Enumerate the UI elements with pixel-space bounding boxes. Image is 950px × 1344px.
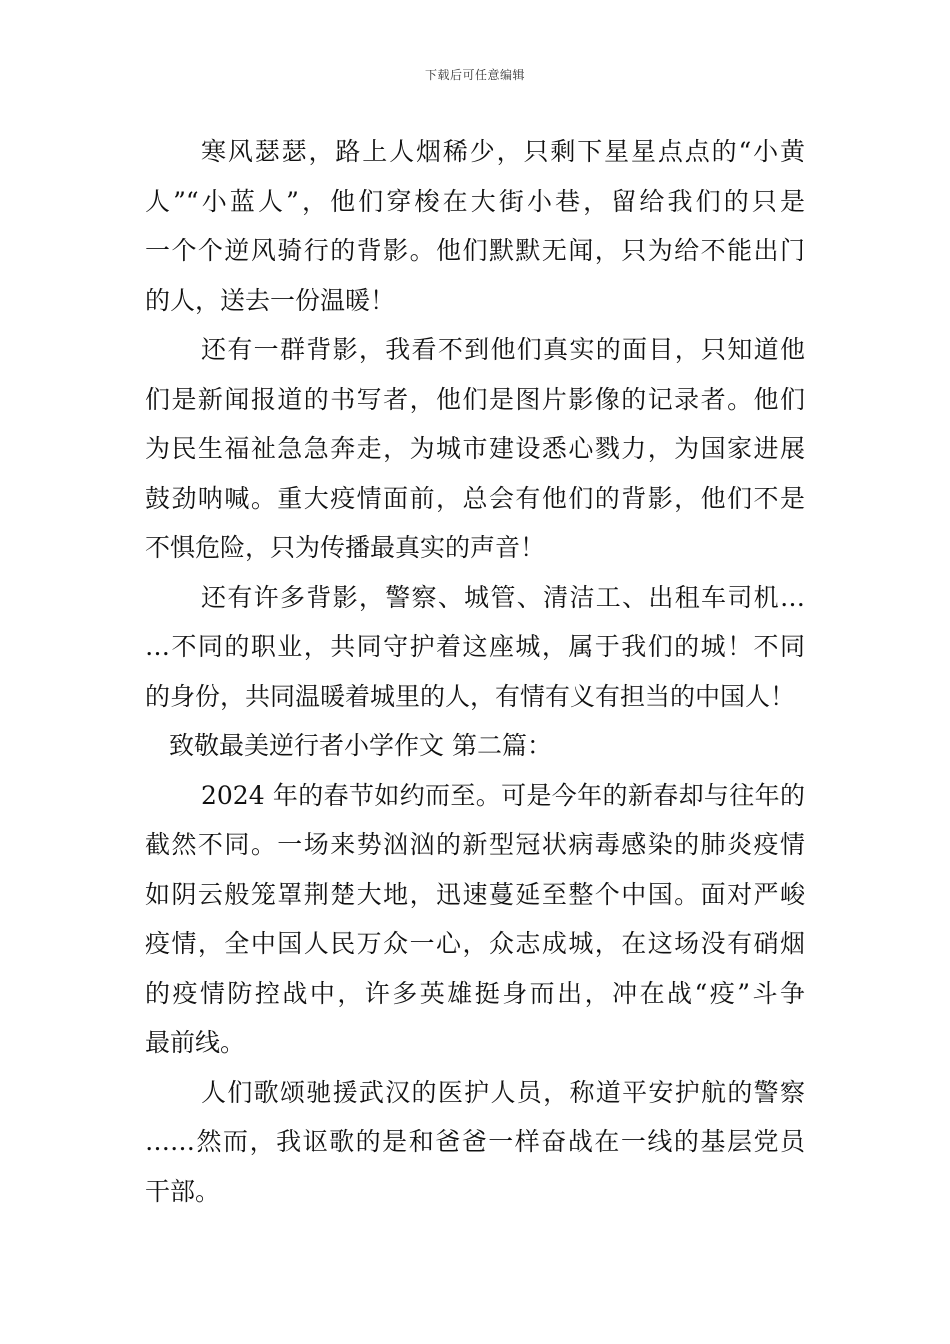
text-line: 人们歌颂驰援武汉的医护人员，称道平安护航的警察 bbox=[201, 1077, 805, 1107]
text-line: 的人，送去一份温暖！ bbox=[145, 285, 396, 315]
text-line: 一个个逆风骑行的背影。他们默默无闻，只为给不能出门 bbox=[145, 236, 805, 265]
text-line: 鼓劲呐喊。重大疫情面前，总会有他们的背影，他们不是 bbox=[145, 483, 805, 513]
paragraph bbox=[145, 127, 805, 325]
text-line: 2024 年的春节如约而至。可是今年的新春却与往年的 bbox=[201, 780, 805, 810]
text-line: 还有一群背影，我看不到他们真实的面目，只知道他 bbox=[201, 335, 805, 364]
text-line: 截然不同。一场来势汹汹的新型冠状病毒感染的肺炎疫情 bbox=[145, 830, 805, 859]
paragraph bbox=[145, 573, 805, 722]
document-body bbox=[145, 127, 805, 1216]
text-line: 不惧危险，只为传播最真实的声音！ bbox=[145, 533, 546, 562]
text-line: ……然而，我讴歌的是和爸爸一样奋战在一线的基层党员 bbox=[145, 1127, 805, 1156]
text-line: 的身份，共同温暖着城里的人，有情有义有担当的中国人！ bbox=[145, 681, 796, 711]
text-line: 疫情，全中国人民万众一心，众志成城，在这场没有硝烟 bbox=[145, 929, 805, 958]
page-header-note: 下载后可任意编辑 bbox=[424, 68, 525, 82]
paragraph bbox=[145, 771, 805, 1068]
text-line: 为民生福祉急急奔走，为城市建设悉心戮力，为国家进展 bbox=[145, 434, 805, 463]
text-line: 还有许多背影，警察、城管、清洁工、出租车司机… bbox=[201, 582, 805, 612]
text-line: 最前线。 bbox=[145, 1028, 246, 1057]
text-line: 们是新闻报道的书写者，他们是图片影像的记录者。他们 bbox=[145, 384, 805, 414]
section-heading bbox=[145, 721, 805, 771]
text-line: 如阴云般笼罩荆楚大地，迅速蔓延至整个中国。面对严峻 bbox=[145, 879, 805, 909]
section-heading-text: 致敬最美逆行者小学作文 第二篇： bbox=[169, 731, 552, 760]
paragraph bbox=[145, 325, 805, 573]
text-line: 干部。 bbox=[145, 1176, 221, 1206]
text-line: …不同的职业，共同守护着这座城，属于我们的城！不同 bbox=[145, 632, 805, 661]
text-line: 人”“小蓝人”，他们穿梭在大街小巷，留给我们的只是 bbox=[145, 186, 805, 216]
text-line: 的疫情防控战中，许多英雄挺身而出，冲在战“疫”斗争 bbox=[145, 978, 805, 1008]
text-line: 寒风瑟瑟，路上人烟稀少，只剩下星星点点的“小黄 bbox=[201, 137, 805, 166]
paragraph bbox=[145, 1068, 805, 1217]
